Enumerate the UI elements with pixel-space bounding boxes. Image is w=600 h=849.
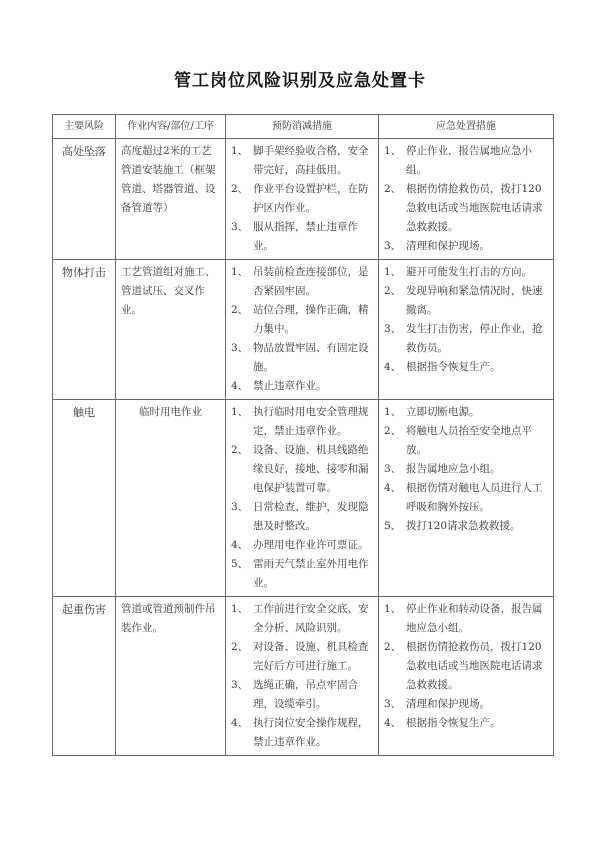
item-number: 3、 [231, 501, 249, 513]
item-number: 2、 [384, 183, 402, 195]
item-text: 根据伤情抢救伤员，拨打120急救电话或当地医院电话请求急救救援。 [406, 641, 543, 691]
work-cell: 工艺管道组对施工、管道试压、交叉作业。 [116, 260, 226, 400]
item-text: 执行临时用电安全管理规定，禁止违章作业。 [253, 406, 369, 437]
risk-cell: 物体打击 [53, 260, 116, 400]
table-header-row [53, 115, 554, 139]
prevention-cell [226, 597, 379, 756]
prevention-item [231, 441, 373, 498]
item-number: 2、 [231, 641, 249, 653]
emergency-item [384, 320, 548, 358]
item-text: 对设备、设施、机具检查完好后方可进行施工。 [253, 641, 369, 672]
table-row [53, 260, 554, 400]
item-text: 选绳正确，吊点牢固合理，设缆牵引。 [253, 679, 358, 710]
risk-cell: 高处坠落 [53, 139, 116, 260]
item-text: 报告属地应急小组。 [406, 463, 501, 475]
item-number: 4、 [231, 717, 249, 729]
emergency-item [384, 263, 548, 282]
item-number: 3、 [384, 240, 402, 252]
item-text: 执行岗位安全操作规程，禁止违章作业。 [253, 717, 369, 748]
table-row [53, 400, 554, 597]
prevention-item [231, 218, 373, 256]
prevention-item [231, 498, 373, 536]
item-number: 1、 [231, 603, 249, 615]
emergency-cell [379, 260, 554, 400]
item-text: 禁止违章作业。 [253, 380, 327, 392]
prevention-cell [226, 260, 379, 400]
prevention-item [231, 403, 373, 441]
item-text: 站位合理，操作正确，精力集中。 [253, 304, 369, 335]
item-number: 4、 [231, 539, 249, 551]
header-work-content: 作业内容/部位/工序 [116, 115, 226, 139]
item-number: 4、 [384, 482, 402, 494]
item-text: 清理和保护现场。 [406, 240, 490, 252]
item-text: 发生打击伤害，停止作业，抢救伤员。 [406, 323, 543, 354]
prevention-item [231, 377, 373, 396]
item-number: 5、 [384, 520, 402, 532]
emergency-item [384, 180, 548, 237]
item-text: 工作前进行安全交底、安全分析、风险识别。 [253, 603, 369, 634]
risk-cell: 触电 [53, 400, 116, 597]
item-text: 避开可能发生打击的方向。 [406, 266, 532, 278]
item-text: 设备、设施、机具线路绝缘良好，接地、接零和漏电保护装置可靠。 [253, 444, 369, 494]
emergency-cell [379, 139, 554, 260]
item-number: 3、 [231, 221, 249, 233]
item-number: 1、 [384, 603, 402, 615]
work-cell: 管道或管道预制件吊装作业。 [116, 597, 226, 756]
item-number: 2、 [231, 304, 249, 316]
emergency-item [384, 638, 548, 695]
table-row [53, 597, 554, 756]
item-number: 1、 [231, 145, 249, 157]
item-text: 作业平台设置护栏，在防护区内作业。 [253, 183, 369, 214]
item-number: 4、 [231, 380, 249, 392]
item-text: 拨打120请求急救救援。 [406, 520, 521, 532]
page-title: 管工岗位风险识别及应急处置卡 [174, 71, 426, 91]
header-main-risk: 主要风险 [53, 115, 116, 139]
header-prevention: 预防消减措施 [226, 115, 379, 139]
item-text: 发现异响和紧急情况时，快速撤离。 [406, 285, 543, 316]
item-number: 3、 [384, 698, 402, 710]
prevention-item [231, 676, 373, 714]
item-text: 服从指挥，禁止违章作业。 [253, 221, 358, 252]
item-number: 3、 [231, 679, 249, 691]
risk-card-table [52, 114, 554, 756]
item-text: 根据伤情对触电人员进行人工呼吸和胸外按压。 [406, 482, 543, 513]
item-number: 2、 [231, 183, 249, 195]
prevention-cell [226, 139, 379, 260]
item-text: 根据伤情抢救伤员，拨打120急救电话或当地医院电话请求急救救援。 [406, 183, 543, 233]
item-text: 吊装前检查连接部位，是否紧固牢固。 [253, 266, 369, 297]
emergency-item [384, 695, 548, 714]
emergency-item [384, 479, 548, 517]
item-text: 雷雨天气禁止室外用电作业。 [253, 558, 369, 589]
item-number: 2、 [231, 444, 249, 456]
prevention-item [231, 301, 373, 339]
emergency-item [384, 282, 548, 320]
prevention-item [231, 536, 373, 555]
item-text: 根据指令恢复生产。 [406, 717, 501, 729]
risk-cell: 起重伤害 [53, 597, 116, 756]
item-number: 2、 [384, 425, 402, 437]
emergency-item [384, 517, 548, 536]
prevention-item [231, 142, 373, 180]
prevention-item [231, 263, 373, 301]
item-number: 1、 [384, 406, 402, 418]
emergency-item [384, 237, 548, 256]
item-number: 3、 [384, 463, 402, 475]
header-emergency: 应急处置措施 [379, 115, 554, 139]
item-number: 1、 [231, 266, 249, 278]
emergency-item [384, 358, 548, 377]
item-text: 脚手架经验收合格，安全带完好，高挂低用。 [253, 145, 369, 176]
work-cell: 临时用电作业 [116, 400, 226, 597]
prevention-cell [226, 400, 379, 597]
emergency-item [384, 142, 548, 180]
emergency-item [384, 600, 548, 638]
emergency-item [384, 422, 548, 460]
item-text: 立即切断电源。 [406, 406, 480, 418]
prevention-item [231, 714, 373, 752]
item-text: 将触电人员抬至安全地点平放。 [406, 425, 532, 456]
prevention-item [231, 339, 373, 377]
emergency-cell [379, 597, 554, 756]
item-number: 5、 [231, 558, 249, 570]
prevention-item [231, 600, 373, 638]
item-number: 2、 [384, 641, 402, 653]
item-number: 3、 [384, 323, 402, 335]
item-number: 2、 [384, 285, 402, 297]
item-number: 1、 [231, 406, 249, 418]
emergency-item [384, 403, 548, 422]
item-number: 1、 [384, 266, 402, 278]
item-text: 物品放置牢固、有固定设施。 [253, 342, 369, 373]
emergency-cell [379, 400, 554, 597]
item-text: 根据指令恢复生产。 [406, 361, 501, 373]
work-cell: 高度超过2米的工艺管道安装施工（框架管道、塔器管道、设备管道等） [116, 139, 226, 260]
item-text: 日常检查、维护，发现隐患及时整改。 [253, 501, 369, 532]
prevention-item [231, 180, 373, 218]
item-text: 停止作业和转动设备，报告属地应急小组。 [406, 603, 543, 634]
item-text: 清理和保护现场。 [406, 698, 490, 710]
item-number: 3、 [231, 342, 249, 354]
emergency-item [384, 460, 548, 479]
item-number: 1、 [384, 145, 402, 157]
item-text: 办理用电作业许可票证。 [253, 539, 369, 551]
emergency-item [384, 714, 548, 733]
item-number: 4、 [384, 361, 402, 373]
prevention-item [231, 555, 373, 593]
item-text: 停止作业，报告属地应急小组。 [406, 145, 532, 176]
prevention-item [231, 638, 373, 676]
item-number: 4、 [384, 717, 402, 729]
table-row [53, 139, 554, 260]
